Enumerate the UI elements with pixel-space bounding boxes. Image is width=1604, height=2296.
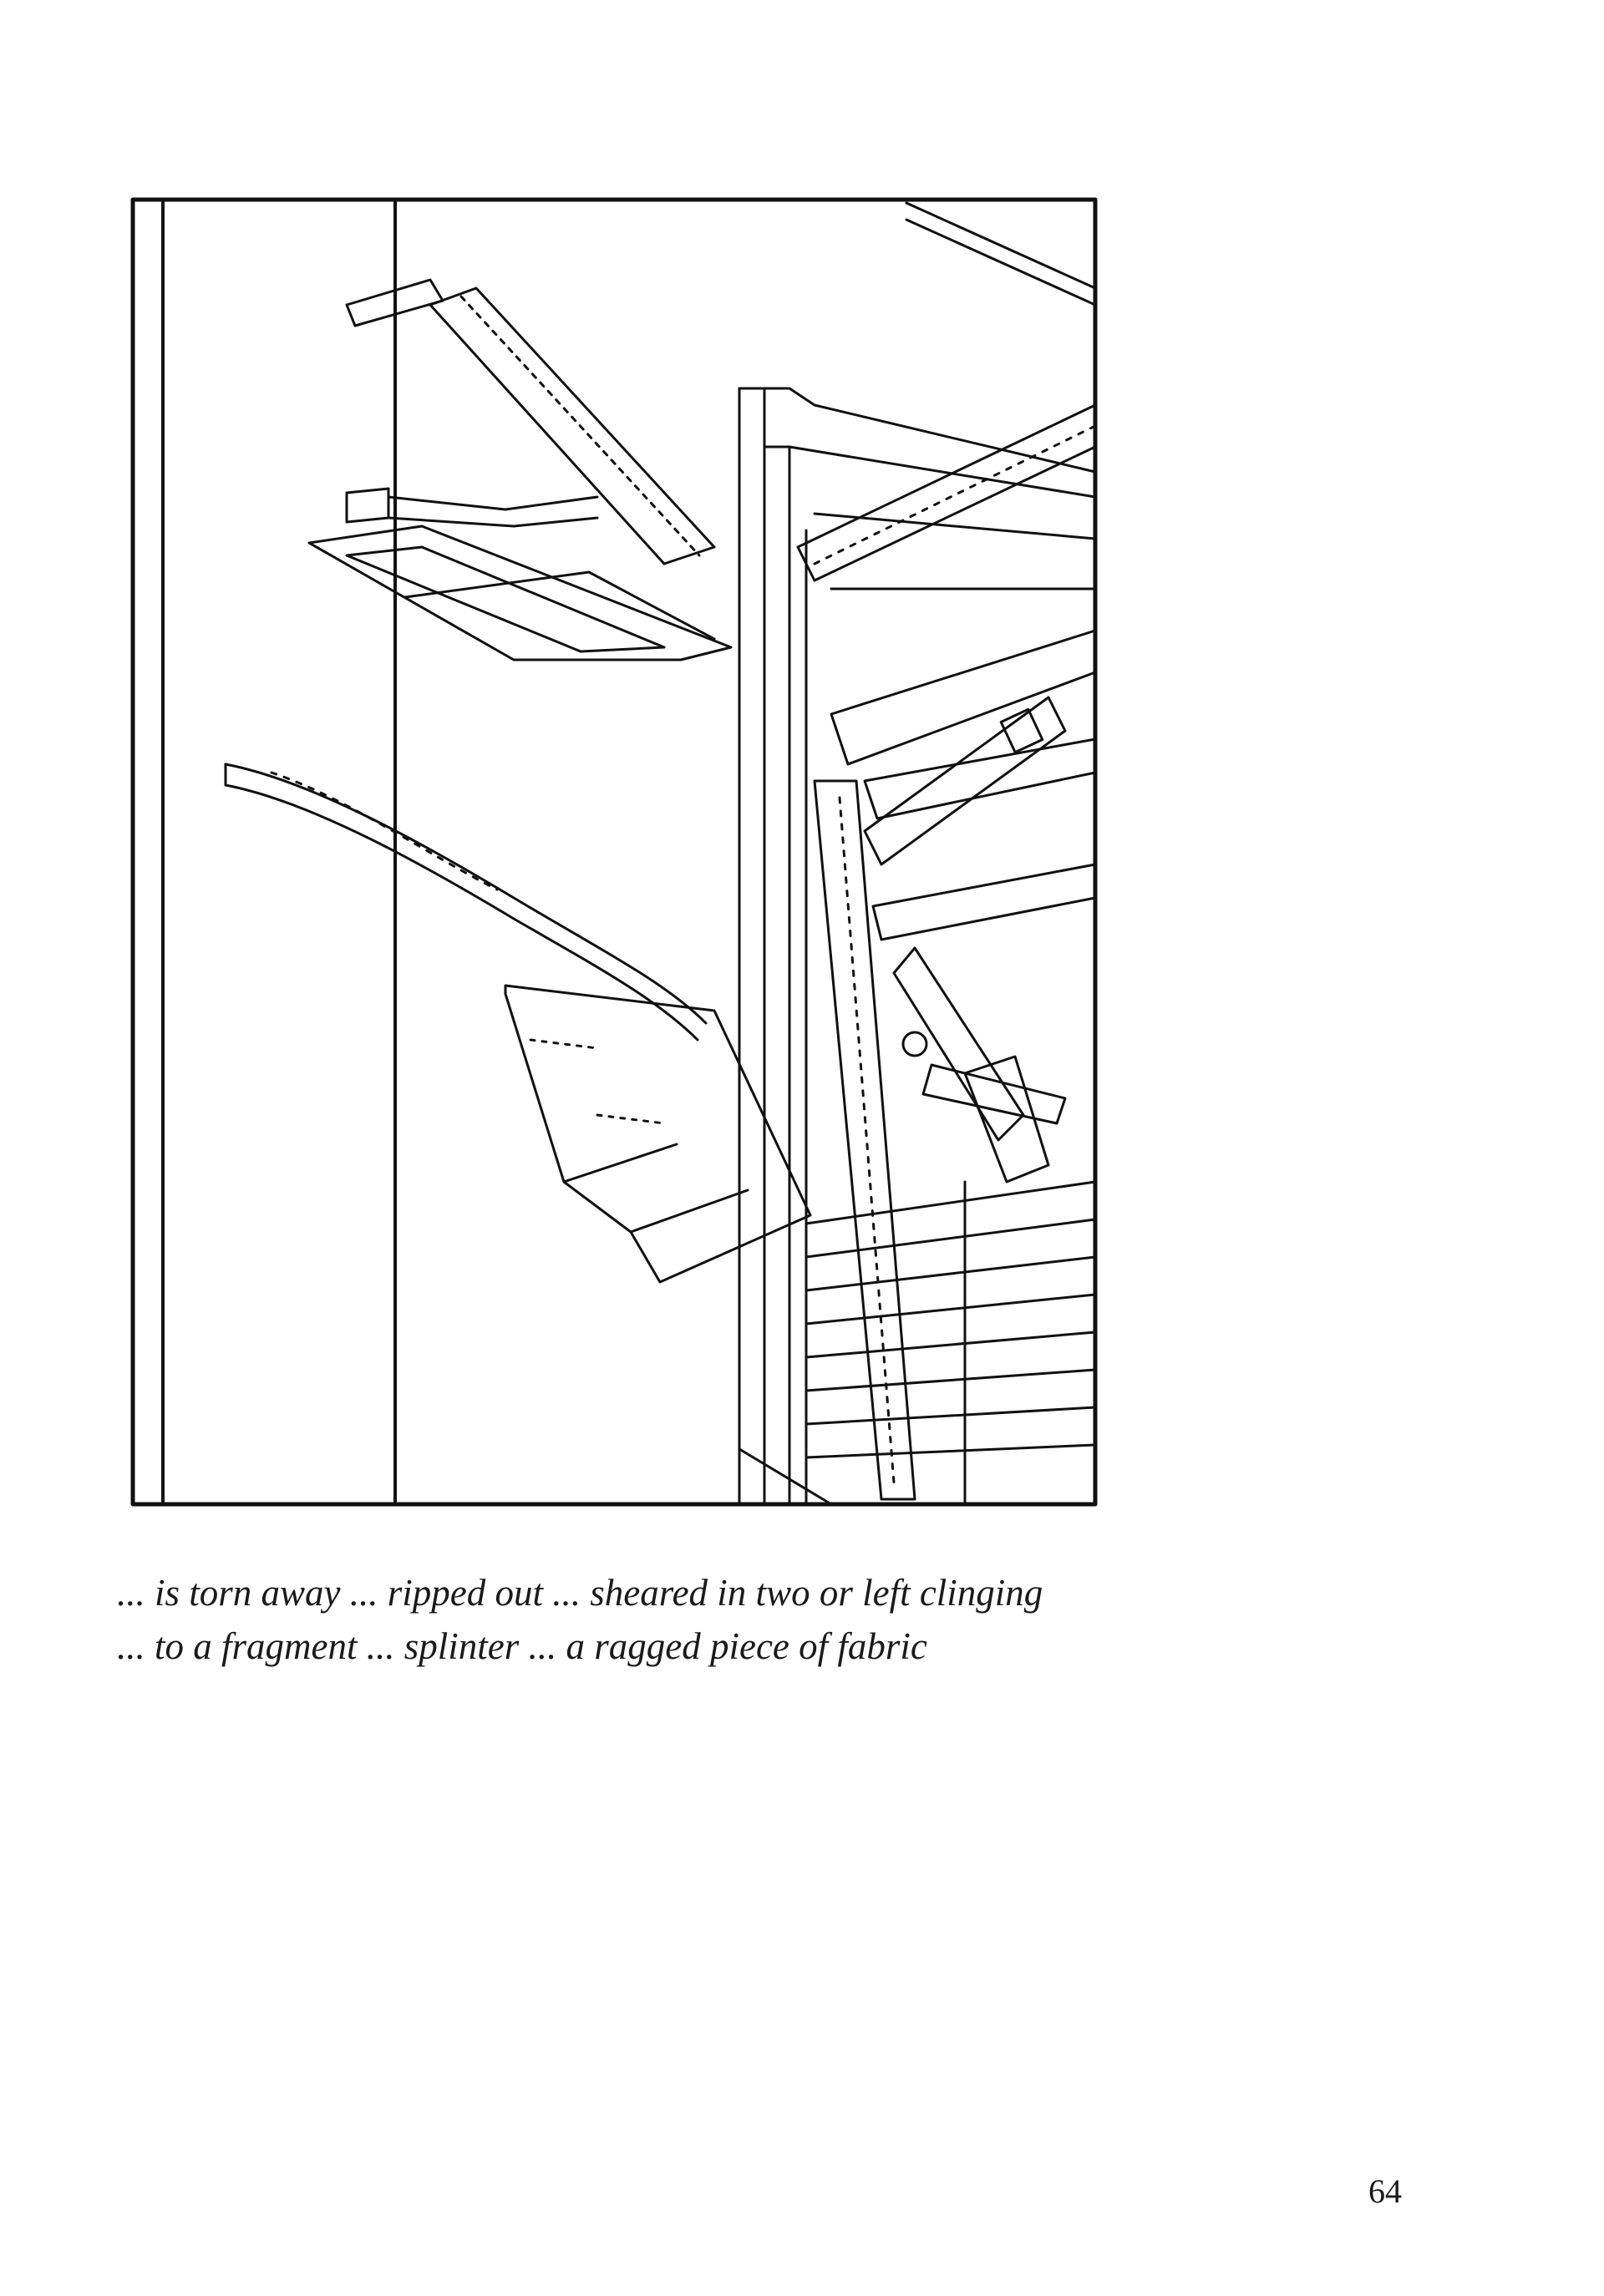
caption-line-1: ... is torn away ... ripped out ... sheared in two or left clinging <box>117 1572 1043 1614</box>
page-number: 64 <box>1368 2172 1402 2210</box>
louvered-shutter <box>806 1182 1095 1504</box>
curved-split-beam <box>226 764 706 1040</box>
caption-line-2: ... to a fragment ... splinter ... a ragged piece of fabric <box>117 1625 927 1667</box>
upper-broken-sash <box>309 489 731 660</box>
caption <box>117 1566 1161 1673</box>
upper-diagonal-beam <box>347 280 714 564</box>
illustration-broken-window-frames <box>129 196 1099 1508</box>
hinge-knob <box>903 1032 926 1056</box>
